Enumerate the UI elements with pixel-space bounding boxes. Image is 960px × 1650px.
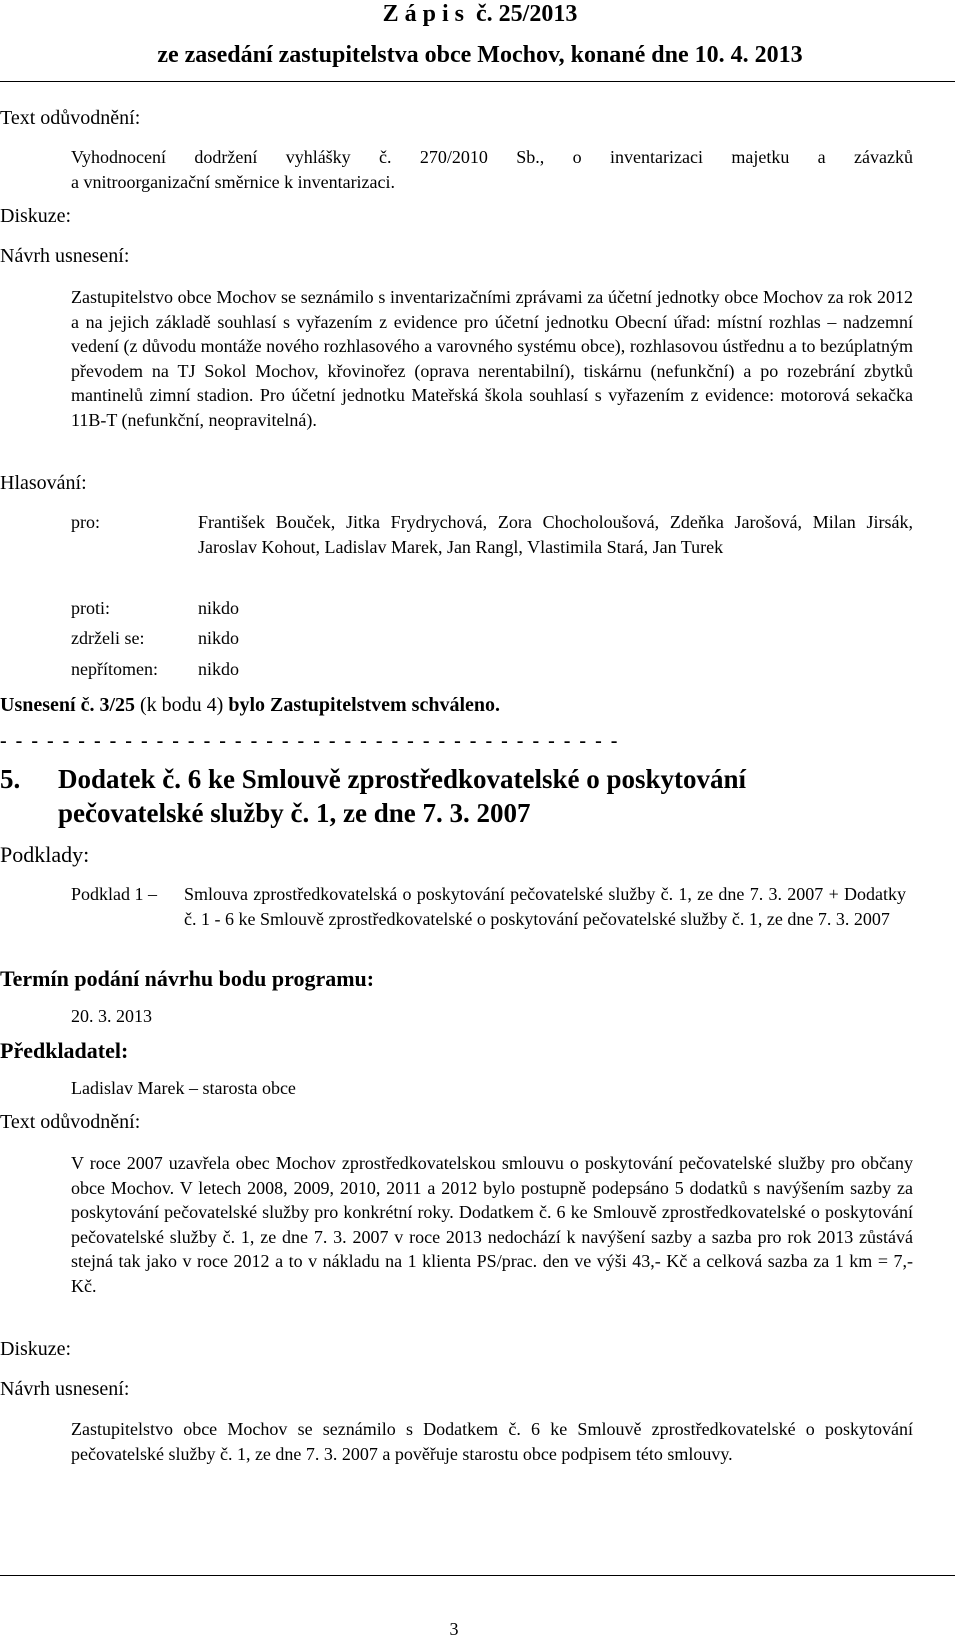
reasoning-text-line1: Vyhodnocení dodržení vyhlášky č. 270/2010 Sb., o inventarizaci majetku a závazků <box>71 147 913 167</box>
deadline-value: 20. 3. 2013 <box>71 1006 152 1026</box>
resolution-status: bylo Zastupitelstvem schváleno. <box>228 694 501 716</box>
section5-heading-line2: pečovatelské služby č. 1, ze dne 7. 3. 2007 <box>58 798 531 828</box>
submitter-value: Ladislav Marek – starosta obce <box>71 1078 296 1098</box>
section5-number: 5. <box>0 764 21 794</box>
voting-label: Hlasování: <box>0 472 87 494</box>
reasoning-label: Text odůvodnění: <box>0 107 141 129</box>
reasoning-label-5: Text odůvodnění: <box>0 1111 141 1133</box>
resolution-number: Usnesení č. 3/25 <box>0 694 135 716</box>
document-prefix: Podklad 1 – <box>71 884 158 904</box>
section-separator: - - - - - - - - - - - - - - - - - - - - - - - - - - - - - - - - - - - - - - - - <box>0 730 620 752</box>
page-number: 3 <box>449 1619 459 1639</box>
vote-absent-value: nikdo <box>198 659 240 679</box>
vote-against-value: nikdo <box>198 598 240 618</box>
vote-abstain-value: nikdo <box>198 628 240 648</box>
vote-for-label: pro: <box>71 512 100 532</box>
document-title: Z á p i s č. 25/2013 <box>382 1 578 27</box>
submitter-label: Předkladatel: <box>0 1038 129 1063</box>
header-rule <box>0 81 955 82</box>
resolution-line <box>0 693 500 717</box>
vote-abstain-label: zdrželi se: <box>71 628 145 648</box>
document-subtitle: ze zasedání zastupitelstva obce Mochov, konané dne 10. 4. 2013 <box>157 42 803 68</box>
footer-rule <box>0 1575 955 1576</box>
proposal-text: Zastupitelstvo obce Mochov se seznámilo s inventarizačními zprávami za účetní jednotky obce Mochov za rok 2012 a na jejich základě souhlasí s vyřazením z evidence pro účetní jednotku Obecní úřad: místní rozhlas – nadzemní vedení (z důvodu montáže nového rozhlasového a varovného systému obce), rozhlasovou ústřednu a to bezúplatným převodem na TJ Sokol Mochov, křovinořez (oprava nerentabilní), tiskárnu (nefunkční) a po rozebrání zbytků mantinelů zimní stadion. Pro účetní jednotku Mateřská škola souhlasí s vyřazením z evidence: motorová sekačka 11B-T (nefunkční, neopravitelná). <box>71 287 913 430</box>
document-text: Smlouva zprostředkovatelská o poskytování pečovatelské služby č. 1, ze dne 7. 3. 2007 + Dodatky č. 1 - 6 ke Smlouvě zprostředkovatelské o poskytování pečovatelské služby č. 1, ze dne 7. 3. 2007 <box>184 884 906 929</box>
discussion-label-5: Diskuze: <box>0 1338 72 1360</box>
proposal-text-5: Zastupitelstvo obce Mochov se seznámilo s Dodatkem č. 6 ke Smlouvě zprostředkovatelské o poskytování pečovatelské služby č. 1, ze dne 7. 3. 2007 a pověřuje starostu obce podpisem této smlouvy. <box>71 1419 913 1464</box>
proposal-label-5: Návrh usnesení: <box>0 1378 130 1400</box>
vote-absent-label: nepřítomen: <box>71 659 158 679</box>
section5-heading-line1: Dodatek č. 6 ke Smlouvě zprostředkovatelské o poskytování <box>58 764 747 794</box>
reasoning-text-5: V roce 2007 uzavřela obec Mochov zprostředkovatelskou smlouvu o poskytování pečovatelské služby pro občany obce Mochov. V letech 2008, 2009, 2010, 2011 a 2012 bylo postupně podepsáno 5 dodatků s navýšením sazby za poskytování pečovatelské služby pro konkrétní roky. Dodatkem č. 6 ke Smlouvě zprostředkovatelské o poskytování pečovatelské služby č. 1, ze dne 7. 3. 2007 v roce 2013 nedochází k navýšení sazby a sazba pro rok 2013 zůstává stejná tak jako v roce 2012 a to v nákladu na 1 klienta PS/prac. den ve výši 43,- Kč a celková sazba za 1 km = 7,- Kč. <box>71 1153 913 1296</box>
discussion-label: Diskuze: <box>0 205 72 227</box>
documents-label: Podklady: <box>0 842 90 867</box>
reasoning-text-line2: a vnitroorganizační směrnice k inventarizaci. <box>71 172 396 192</box>
resolution-item: (k bodu 4) <box>135 694 229 716</box>
deadline-label: Termín podání návrhu bodu programu: <box>0 966 375 991</box>
proposal-label: Návrh usnesení: <box>0 245 130 267</box>
vote-against-label: proti: <box>71 598 110 618</box>
vote-for-names: František Bouček, Jitka Frydrychová, Zora Chocholoušová, Zdeňka Jarošová, Milan Jirsák, Jaroslav Kohout, Ladislav Marek, Jan Rangl, Vlastimila Stará, Jan Turek <box>198 512 913 557</box>
